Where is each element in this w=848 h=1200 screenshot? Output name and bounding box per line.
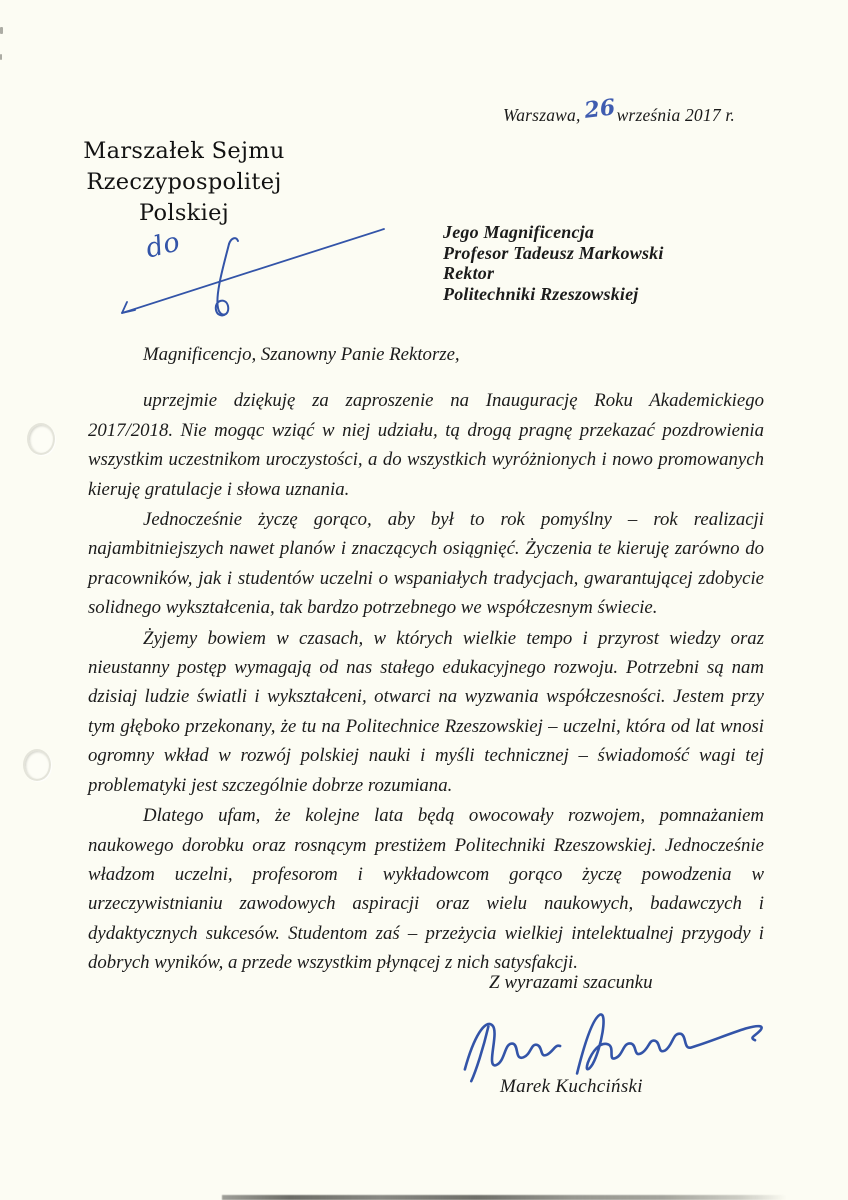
recipient-block xyxy=(443,222,664,304)
date-month-year: września 2017 r. xyxy=(616,105,735,125)
hole-punch-mark xyxy=(23,749,51,781)
body-paragraph: Jednocześnie życzę gorąco, aby był to rok pomyślny – rok realizacji najambitniejszych nawet planów i znaczących osiągnięć. Życzenia te kieruję zarówno do pracowników, jak i studentów uczelni o wspaniałych tradycjach, gwarantującej zdobycie solidnego wykształcenia, tak bardzo potrzebnego we współczesnym świecie. xyxy=(88,509,764,619)
letterhead-line2: Rzeczypospolitej Polskiej xyxy=(86,169,282,226)
scanner-edge-artifact xyxy=(0,54,2,60)
hole-punch-mark xyxy=(27,423,55,455)
body-paragraph: Żyjemy bowiem w czasach, w których wielkie tempo i przyrost wiedzy oraz nieustanny postęp wymagają od nas stałego edukacyjnego rozwoju. Potrzebni są nam dzisiaj ludzie światli i wykształceni, otwarci na wyzwania współczesności. Jestem przy tym głęboko przekonany, że tu na Politechnice Rzeszowskiej – uczelni, która od lat wnosi ogromny wkład w rozwój polskiej nauki i myśli technicznej – świadomość wagi tej problematyki jest szczególnie dobrze rozumiana. xyxy=(88,627,764,796)
handwritten-do-annotation xyxy=(112,216,407,328)
valediction: Z wyrazami szacunku xyxy=(489,972,653,993)
recipient-line: Jego Magnificencja xyxy=(443,222,595,242)
recipient-line: Politechniki Rzeszowskiej xyxy=(443,283,639,304)
date-line xyxy=(503,94,735,127)
body-paragraph: uprzejmie dziękuję za zaproszenie na Inaugurację Roku Akademickiego 2017/2018. Nie mogąc wziąć w niej udziału, tą drogą pragnę przekazać pozdrowienia wszystkim uczestnikom uroczystości, a do wszystkich wyróżnionych i nowo promowanych kieruję gratulacje i słowa uznania. xyxy=(88,390,764,500)
handwritten-do-text: do xyxy=(142,226,183,265)
date-city: Warszawa, xyxy=(503,105,581,125)
scanner-edge-artifact xyxy=(0,27,3,34)
handwritten-day: 26 xyxy=(582,94,617,124)
signer-name: Marek Kuchciński xyxy=(500,1076,643,1097)
letterhead-line1: Marszałek Sejmu xyxy=(83,138,285,164)
body-paragraph: Dlatego ufam, że kolejne lata będą owocowały rozwojem, pomnażaniem naukowego dorobku oraz rosnącym prestiżem Politechniki Rzeszowskiej. Jednocześnie władzom uczelni, profesorom i wykładowcom gorąco życzę powodzenia w urzeczywistnianiu zawodowych aspiracji oraz wielu naukowych, badawczych i dydaktycznych sukcesów. Studentom zaś – przeżycia wielkiej intelektualnej przygody i dobrych wyników, a przede wszystkim płynącej z nich satysfakcji. xyxy=(88,805,764,974)
recipient-line: Profesor Tadeusz Markowski xyxy=(443,242,664,263)
salutation: Magnificencjo, Szanowny Panie Rektorze, xyxy=(143,344,460,365)
recipient-line: Rektor xyxy=(443,263,495,283)
signature-ink-icon xyxy=(458,1000,778,1085)
letter-body xyxy=(88,340,764,979)
scanner-bottom-edge-artifact xyxy=(222,1195,787,1200)
